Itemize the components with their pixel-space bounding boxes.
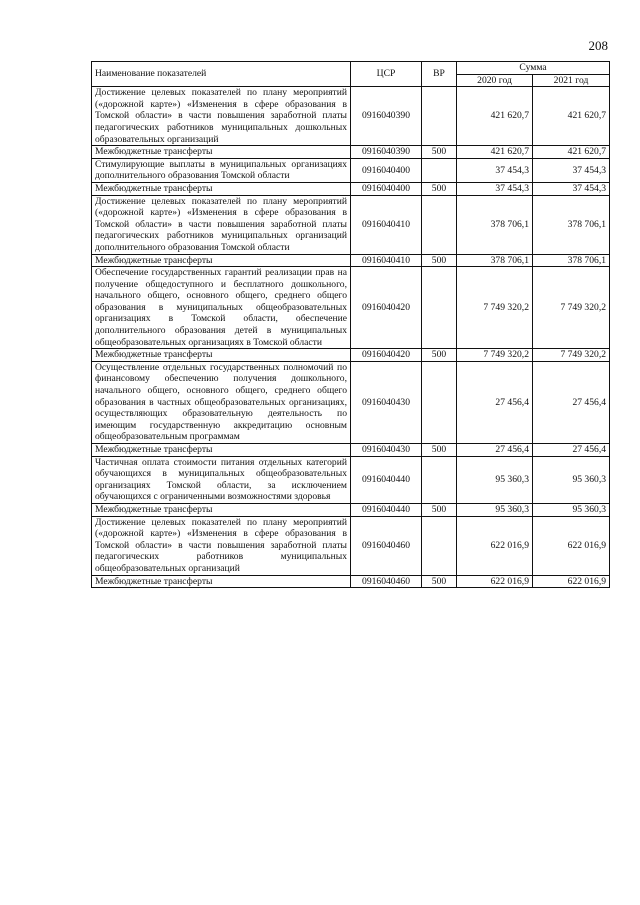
cell-name: Осуществление отдельных государственных полномочий по финансовому обеспечению получения дошкольного, начального общего, основного общего, среднего общего образования в частных общеобразовательных организациях, осуществляющих образовательную деятельность по имеющим государственную аккредитацию основным общеобразовательным программам (92, 361, 351, 443)
cell-vr: 500 (422, 503, 457, 516)
cell-sum-2020: 7 749 320,2 (457, 267, 533, 349)
table-row (92, 182, 610, 195)
cell-sum-2021: 378 706,1 (533, 195, 610, 254)
cell-csr: 0916040410 (351, 254, 422, 267)
cell-sum-2020: 95 360,3 (457, 503, 533, 516)
cell-name: Межбюджетные трансферты (92, 444, 351, 457)
table-row (92, 456, 610, 503)
table-row (92, 444, 610, 457)
header-year-2020: 2020 год (457, 74, 533, 87)
cell-name: Достижение целевых показателей по плану мероприятий («дорожной карте») «Изменения в сфере образования в Томской области» в части повышения заработной платы педагогических работников муниципальных организаций дополнительного образования Томской области (92, 195, 351, 254)
cell-csr: 0916040430 (351, 444, 422, 457)
cell-name: Межбюджетные трансферты (92, 349, 351, 362)
cell-csr: 0916040410 (351, 195, 422, 254)
cell-csr: 0916040400 (351, 182, 422, 195)
cell-name: Обеспечение государственных гарантий реализации прав на получение общедоступного и бесплатного дошкольного, начального общего, основного общего, среднего общего образования в муниципальных общеобразовательных организациях в Томской области, обеспечение дополнительного образования детей в муниципальных общеобразовательных организациях в Томской области (92, 267, 351, 349)
cell-csr: 0916040460 (351, 516, 422, 575)
table-row (92, 87, 610, 146)
cell-sum-2020: 7 749 320,2 (457, 349, 533, 362)
cell-sum-2020: 95 360,3 (457, 456, 533, 503)
cell-vr: 500 (422, 182, 457, 195)
cell-sum-2021: 95 360,3 (533, 456, 610, 503)
cell-vr (422, 267, 457, 349)
cell-csr: 0916040390 (351, 146, 422, 159)
page-number: 208 (588, 38, 608, 53)
cell-name: Межбюджетные трансферты (92, 254, 351, 267)
cell-vr: 500 (422, 575, 457, 588)
cell-name: Частичная оплата стоимости питания отдельных категорий обучающихся в муниципальных общеобразовательных организациях Томской области, за исключением обучающихся с ограниченными возможностями здоровья (92, 456, 351, 503)
cell-sum-2020: 622 016,9 (457, 575, 533, 588)
cell-csr: 0916040440 (351, 503, 422, 516)
table-row (92, 349, 610, 362)
table-row (92, 158, 610, 182)
cell-vr (422, 195, 457, 254)
header-year-2021: 2021 год (533, 74, 610, 87)
cell-vr (422, 516, 457, 575)
cell-sum-2021: 378 706,1 (533, 254, 610, 267)
cell-sum-2020: 378 706,1 (457, 254, 533, 267)
cell-sum-2020: 421 620,7 (457, 146, 533, 159)
cell-sum-2021: 37 454,3 (533, 182, 610, 195)
table-header (92, 62, 610, 87)
header-vr: ВР (422, 62, 457, 87)
cell-vr (422, 361, 457, 443)
cell-sum-2020: 37 454,3 (457, 182, 533, 195)
cell-sum-2020: 421 620,7 (457, 87, 533, 146)
cell-vr: 500 (422, 444, 457, 457)
cell-name: Достижение целевых показателей по плану мероприятий («дорожной карте») «Изменения в сфере образования в Томской области» в части повышения заработной платы педагогических работников муниципальных общеобразовательных организаций (92, 516, 351, 575)
header-sum: Сумма (457, 62, 610, 75)
header-csr: ЦСР (351, 62, 422, 87)
cell-name: Межбюджетные трансферты (92, 503, 351, 516)
table-row (92, 575, 610, 588)
cell-sum-2021: 27 456,4 (533, 361, 610, 443)
cell-csr: 0916040420 (351, 349, 422, 362)
table-row (92, 146, 610, 159)
cell-csr: 0916040400 (351, 158, 422, 182)
cell-sum-2020: 27 456,4 (457, 444, 533, 457)
cell-name: Межбюджетные трансферты (92, 182, 351, 195)
cell-sum-2021: 421 620,7 (533, 87, 610, 146)
cell-sum-2021: 421 620,7 (533, 146, 610, 159)
cell-csr: 0916040430 (351, 361, 422, 443)
cell-sum-2020: 37 454,3 (457, 158, 533, 182)
table-row (92, 254, 610, 267)
cell-csr: 0916040390 (351, 87, 422, 146)
cell-csr: 0916040440 (351, 456, 422, 503)
cell-sum-2021: 95 360,3 (533, 503, 610, 516)
cell-name: Стимулирующие выплаты в муниципальных организациях дополнительного образования Томской области (92, 158, 351, 182)
header-row (92, 62, 610, 75)
table-row (92, 267, 610, 349)
table-row (92, 503, 610, 516)
cell-name: Достижение целевых показателей по плану мероприятий («дорожной карте») «Изменения в сфере образования в Томской области» в части повышения заработной платы педагогических работников муниципальных дошкольных образовательных организаций (92, 87, 351, 146)
cell-sum-2021: 7 749 320,2 (533, 349, 610, 362)
table-body (92, 87, 610, 588)
cell-sum-2021: 27 456,4 (533, 444, 610, 457)
cell-vr: 500 (422, 349, 457, 362)
cell-sum-2021: 37 454,3 (533, 158, 610, 182)
cell-vr (422, 456, 457, 503)
table-row (92, 195, 610, 254)
budget-table (91, 61, 610, 588)
cell-sum-2020: 622 016,9 (457, 516, 533, 575)
cell-csr: 0916040420 (351, 267, 422, 349)
cell-sum-2021: 622 016,9 (533, 575, 610, 588)
cell-sum-2020: 27 456,4 (457, 361, 533, 443)
table-row (92, 516, 610, 575)
cell-vr: 500 (422, 146, 457, 159)
cell-sum-2021: 7 749 320,2 (533, 267, 610, 349)
header-name: Наименование показателей (92, 62, 351, 87)
cell-vr (422, 158, 457, 182)
cell-csr: 0916040460 (351, 575, 422, 588)
cell-name: Межбюджетные трансферты (92, 575, 351, 588)
cell-sum-2020: 378 706,1 (457, 195, 533, 254)
cell-vr (422, 87, 457, 146)
cell-sum-2021: 622 016,9 (533, 516, 610, 575)
cell-name: Межбюджетные трансферты (92, 146, 351, 159)
table-row (92, 361, 610, 443)
cell-vr: 500 (422, 254, 457, 267)
